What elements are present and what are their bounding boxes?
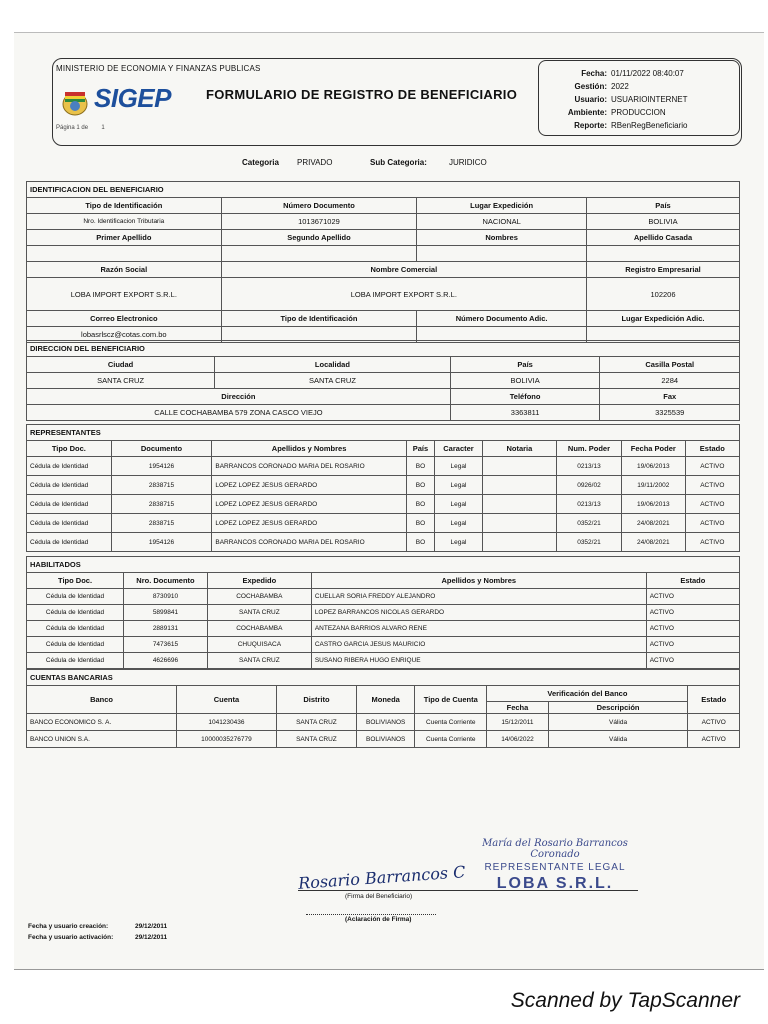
fecha-poder: 19/11/2002 (622, 476, 686, 495)
col-header: Fecha (487, 702, 548, 714)
localidad: SANTA CRUZ (215, 373, 451, 389)
tipo-doc: Cédula de Identidad (27, 457, 112, 476)
col-header: Correo Electronico (27, 311, 222, 327)
col-header: Num. Poder (556, 441, 621, 457)
caracter: Legal (435, 457, 483, 476)
notaria (482, 514, 556, 533)
correo-electronico: lobasrlscz@cotas.com.bo (27, 327, 222, 343)
col-header: Notaria (482, 441, 556, 457)
fecha: 14/06/2022 (487, 731, 548, 748)
col-header: Casilla Postal (600, 357, 740, 373)
subcategoria-value: JURIDICO (449, 158, 487, 167)
col-header: Razón Social (27, 262, 222, 278)
nombre: ANTEZANA BARRIOS ALVARO RENE (311, 621, 646, 637)
fecha-poder: 19/06/2013 (622, 495, 686, 514)
meta-usuario: Usuario: USUARIOINTERNET (574, 95, 688, 104)
nro-documento: 8730910 (124, 589, 208, 605)
notaria (482, 533, 556, 552)
col-header: Lugar Expedición Adic. (587, 311, 740, 327)
col-header: Estado (646, 573, 739, 589)
col-header: Tipo de Identificación (221, 311, 417, 327)
col-header: País (450, 357, 600, 373)
company-stamp (480, 838, 630, 893)
table-row (27, 514, 740, 533)
nombre: LOPEZ LOPEZ JESUS GERARDO (212, 476, 406, 495)
fecha: 15/12/2011 (487, 714, 548, 731)
documento: 2838715 (111, 495, 212, 514)
distrito: SANTA CRUZ (276, 714, 356, 731)
col-header: Fax (600, 389, 740, 405)
col-header: Estado (685, 441, 739, 457)
nombre: BARRANCOS CORONADO MARIA DEL ROSARIO (212, 533, 406, 552)
tipo-doc: Cédula de Identidad (27, 637, 124, 653)
moneda: BOLIVIANOS (357, 714, 415, 731)
banco: BANCO UNION S.A. (27, 731, 177, 748)
ministry-name: MINISTERIO DE ECONOMIA Y FINANZAS PUBLICAS (56, 64, 261, 73)
col-header: Verificación del Banco (487, 686, 688, 702)
estado: ACTIVO (685, 495, 739, 514)
nombre: CUELLAR SORIA FREDDY ALEJANDRO (311, 589, 646, 605)
col-header: Segundo Apellido (221, 230, 417, 246)
documento: 2838715 (111, 476, 212, 495)
table-row (27, 653, 740, 669)
creacion-label: Fecha y usuario creación: (28, 923, 109, 930)
tipo-doc: Cédula de Identidad (27, 621, 124, 637)
tipo-doc: Cédula de Identidad (27, 605, 124, 621)
estado: ACTIVO (646, 653, 739, 669)
tipo-cuenta: Cuenta Corriente (415, 714, 487, 731)
descripcion: Válida (548, 714, 688, 731)
table-row (27, 731, 740, 748)
nro-documento: 7473615 (124, 637, 208, 653)
num-poder: 0213/13 (556, 495, 621, 514)
col-header: Número Documento (221, 198, 417, 214)
nombre: LOPEZ LOPEZ JESUS GERARDO (212, 514, 406, 533)
caracter: Legal (435, 476, 483, 495)
table-row (27, 533, 740, 552)
col-header: Cuenta (177, 686, 277, 714)
expedido: COCHABAMBA (207, 589, 311, 605)
estado: ACTIVO (688, 714, 740, 731)
pais: BO (406, 476, 434, 495)
expedido: SANTA CRUZ (207, 653, 311, 669)
pais: BO (406, 457, 434, 476)
sigep-logo: SIGEP (94, 83, 171, 113)
col-header: Tipo de Cuenta (415, 686, 487, 714)
table-row (27, 714, 740, 731)
section-title: CUENTAS BANCARIAS (27, 670, 740, 686)
section-title: HABILITADOS (27, 557, 740, 573)
stamp-role: REPRESENTANTE LEGAL (484, 862, 626, 873)
estado: ACTIVO (646, 589, 739, 605)
direccion: CALLE COCHABAMBA 579 ZONA CASCO VIEJO (27, 405, 451, 421)
col-header: Ciudad (27, 357, 215, 373)
ciudad: SANTA CRUZ (27, 373, 215, 389)
stamp-name: María del Rosario Barrancos Coronado (482, 838, 628, 860)
cuenta: 1041230436 (177, 714, 277, 731)
col-header: Nombres (417, 230, 587, 246)
page-number: Página 1 de 1 (56, 125, 105, 131)
creacion-value: 29/12/2011 (135, 923, 168, 930)
distrito: SANTA CRUZ (276, 731, 356, 748)
estado: ACTIVO (646, 621, 739, 637)
col-header: Localidad (215, 357, 451, 373)
activacion-label: Fecha y usuario activación: (28, 934, 114, 941)
nombre: LOPEZ BARRANCOS NICOLAS GERARDO (311, 605, 646, 621)
pais: BO (406, 514, 434, 533)
table-row (27, 495, 740, 514)
pais: BO (406, 533, 434, 552)
col-header: Registro Empresarial (587, 262, 740, 278)
caracter: Legal (435, 514, 483, 533)
lugar-expedicion: NACIONAL (417, 214, 587, 230)
col-header: País (587, 198, 740, 214)
fax: 3325539 (600, 405, 740, 421)
telefono: 3363811 (450, 405, 600, 421)
section-title: IDENTIFICACION DEL BENEFICIARIO (27, 182, 740, 198)
cuentas-bancarias-table (26, 669, 740, 748)
col-header: Caracter (435, 441, 483, 457)
estado: ACTIVO (685, 476, 739, 495)
col-header: Apellido Casada (587, 230, 740, 246)
nombre: CASTRO GARCIA JESUS MAURICIO (311, 637, 646, 653)
meta-reporte: Reporte: RBenRegBeneficiario (574, 121, 688, 130)
caracter: Legal (435, 495, 483, 514)
col-header: Distrito (276, 686, 356, 714)
page-title: FORMULARIO DE REGISTRO DE BENEFICIARIO (206, 87, 518, 102)
fecha-poder: 24/08/2021 (622, 514, 686, 533)
col-header: Descripción (548, 702, 688, 714)
col-header: Dirección (27, 389, 451, 405)
tipo-doc: Cédula de Identidad (27, 533, 112, 552)
nro-documento: 4626696 (124, 653, 208, 669)
pais: BO (406, 495, 434, 514)
tipo-doc: Cédula de Identidad (27, 589, 124, 605)
tipo-cuenta: Cuenta Corriente (415, 731, 487, 748)
col-header: Tipo Doc. (27, 441, 112, 457)
table-row (27, 637, 740, 653)
categoria-value: PRIVADO (297, 158, 333, 167)
casilla-postal: 2284 (600, 373, 740, 389)
caracter: Legal (435, 533, 483, 552)
col-header: Tipo de Identificación (27, 198, 222, 214)
col-header: Número Documento Adic. (417, 311, 587, 327)
nombre: LOPEZ LOPEZ JESUS GERARDO (212, 495, 406, 514)
notaria (482, 457, 556, 476)
col-header: Banco (27, 686, 177, 714)
col-header: Apellidos y Nombres (212, 441, 406, 457)
estado: ACTIVO (685, 514, 739, 533)
nro-documento: 5899841 (124, 605, 208, 621)
moneda: BOLIVIANOS (357, 731, 415, 748)
col-header: Nombre Comercial (221, 262, 586, 278)
col-header: Moneda (357, 686, 415, 714)
col-header: Teléfono (450, 389, 600, 405)
nombre-comercial: LOBA IMPORT EXPORT S.R.L. (221, 278, 586, 311)
table-row (27, 605, 740, 621)
num-poder: 0352/21 (556, 514, 621, 533)
notaria (482, 476, 556, 495)
tipo-doc: Cédula de Identidad (27, 653, 124, 669)
report-metadata-box (538, 60, 740, 136)
col-header: Nro. Documento (124, 573, 208, 589)
tipo-doc: Cédula de Identidad (27, 514, 112, 533)
expedido: SANTA CRUZ (207, 605, 311, 621)
col-header: Apellidos y Nombres (311, 573, 646, 589)
nombre: BARRANCOS CORONADO MARIA DEL ROSARIO (212, 457, 406, 476)
col-header: País (406, 441, 434, 457)
col-header: Fecha Poder (622, 441, 686, 457)
handwritten-signature: Rosario Barrancos C (297, 862, 466, 893)
col-header: Lugar Expedición (417, 198, 587, 214)
tipo-identificacion: Nro. Identificacion Tributaria (27, 214, 222, 230)
numero-documento: 1013671029 (221, 214, 417, 230)
fecha-poder: 19/06/2013 (622, 457, 686, 476)
col-header: Tipo Doc. (27, 573, 124, 589)
expedido: COCHABAMBA (207, 621, 311, 637)
num-poder: 0213/13 (556, 457, 621, 476)
estado: ACTIVO (688, 731, 740, 748)
num-poder: 0352/21 (556, 533, 621, 552)
table-row (27, 476, 740, 495)
section-title: DIRECCION DEL BENEFICIARIO (27, 341, 740, 357)
section-title: REPRESENTANTES (27, 425, 740, 441)
expedido: CHUQUISACA (207, 637, 311, 653)
identificacion-table (26, 181, 740, 343)
subcategoria-label: Sub Categoria: (370, 158, 427, 167)
table-row (27, 457, 740, 476)
aclaracion-line (306, 914, 436, 915)
categoria-label: Categoria (242, 158, 279, 167)
meta-ambiente: Ambiente: PRODUCCION (567, 108, 666, 117)
habilitados-table (26, 556, 740, 669)
registro-empresarial: 102206 (587, 278, 740, 311)
notaria (482, 495, 556, 514)
descripcion: Válida (548, 731, 688, 748)
estado: ACTIVO (646, 605, 739, 621)
col-header: Expedido (207, 573, 311, 589)
banco: BANCO ECONOMICO S. A. (27, 714, 177, 731)
documento: 1954126 (111, 533, 212, 552)
signature-line (298, 890, 638, 891)
cuenta: 10000035276779 (177, 731, 277, 748)
col-header: Documento (111, 441, 212, 457)
stamp-company: LOBA S.R.L. (496, 875, 614, 892)
activacion-value: 29/12/2011 (135, 934, 168, 941)
estado: ACTIVO (646, 637, 739, 653)
col-header: Primer Apellido (27, 230, 222, 246)
documento: 1954126 (111, 457, 212, 476)
representantes-table (26, 424, 740, 552)
pais: BOLIVIA (587, 214, 740, 230)
fecha-poder: 24/08/2021 (622, 533, 686, 552)
table-row (27, 621, 740, 637)
tipo-doc: Cédula de Identidad (27, 495, 112, 514)
estado: ACTIVO (685, 457, 739, 476)
scanner-watermark: Scanned by TapScanner (510, 989, 740, 1012)
tipo-doc: Cédula de Identidad (27, 476, 112, 495)
firma-label: (Firma del Beneficiario) (345, 893, 413, 900)
num-poder: 0926/02 (556, 476, 621, 495)
nombre: SUSANO RIBERA HUGO ENRIQUE (311, 653, 646, 669)
aclaracion-label: (Aclaración de Firma) (345, 916, 412, 923)
direccion-table (26, 340, 740, 421)
pais: BOLIVIA (450, 373, 600, 389)
meta-fecha: Fecha: 01/11/2022 08:40:07 (581, 69, 684, 78)
nro-documento: 2889131 (124, 621, 208, 637)
table-row (27, 589, 740, 605)
estado: ACTIVO (685, 533, 739, 552)
bolivia-coat-of-arms-icon (58, 86, 92, 118)
razon-social: LOBA IMPORT EXPORT S.R.L. (27, 278, 222, 311)
col-header: Estado (688, 686, 740, 714)
meta-gestion: Gestión: 2022 (574, 82, 629, 91)
documento: 2838715 (111, 514, 212, 533)
